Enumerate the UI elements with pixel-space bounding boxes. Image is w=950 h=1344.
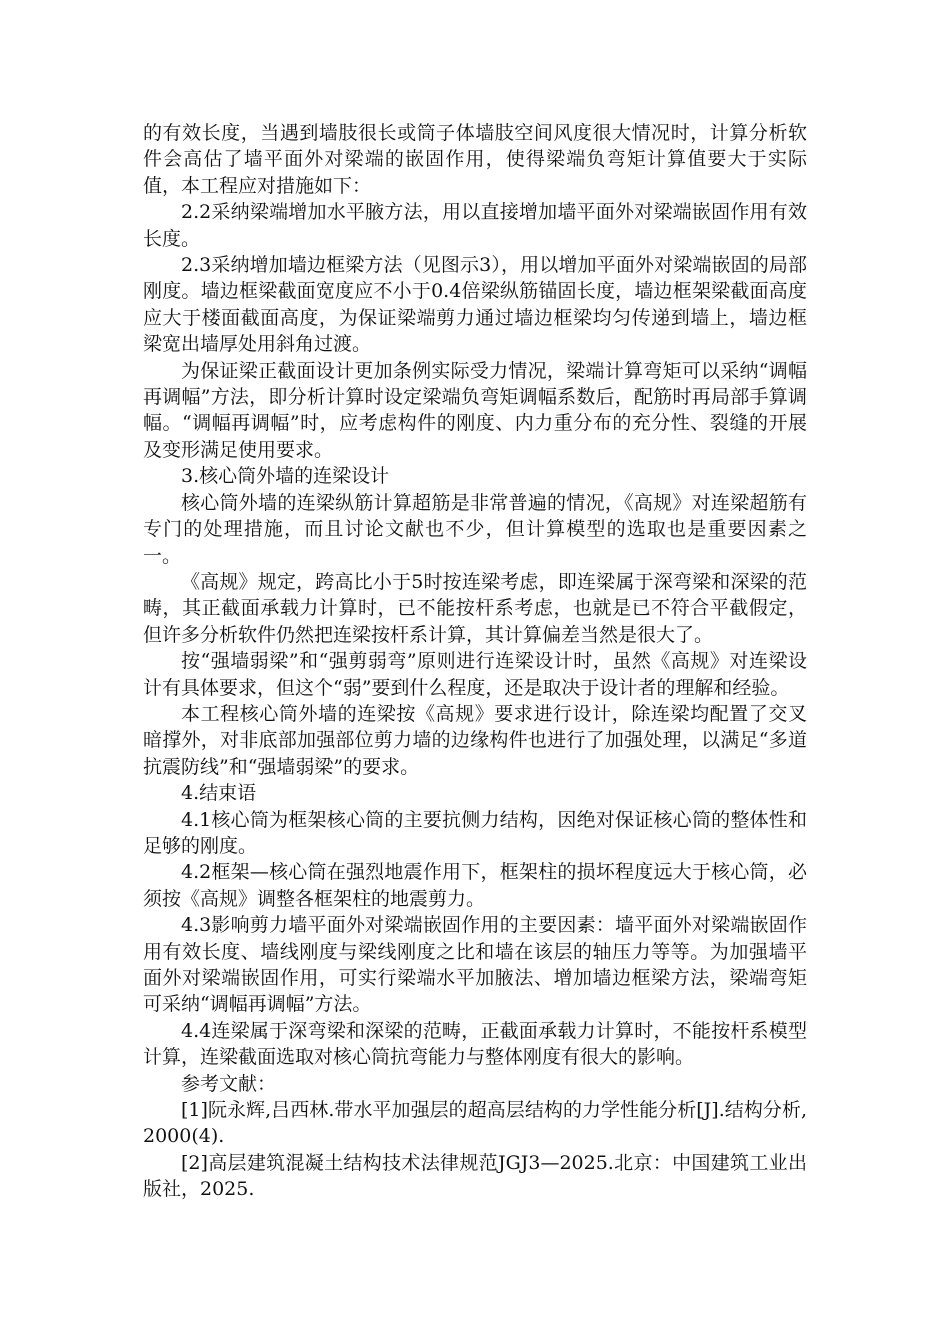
- paragraph-span-ratio: 《高规》规定，跨高比小于5时按连梁考虑，即连梁属于深弯梁和深梁的范畴，其正截面承载力计算时，已不能按杆系考虑，也就是已不符合平截假定，但许多分析软件仍然把连梁按杆系计算，其计算偏差当然是很大了。: [143, 570, 807, 646]
- conclusion-4-1: 4.1核心筒为框架核心筒的主要抗侧力结构，因绝对保证核心筒的整体性和足够的刚度。: [143, 808, 807, 857]
- paragraph-moment-adjust: 为保证梁正截面设计更加条例实际受力情况，梁端计算弯矩可以采纳“调幅再调幅”方法，即分析计算时设定梁端负弯矩调幅系数后，配筋时再局部手算调幅。“调幅再调幅”时，应考虑构件的刚度、内力重分布的充分性、裂缝的开展及变形满足使用要求。: [143, 359, 807, 461]
- paragraph-project-design: 本工程核心筒外墙的连梁按《高规》要求进行设计，除连梁均配置了交叉暗撑外，对非底部加强部位剪力墙的边缘构件也进行了加强处理，以满足“多道抗震防线”和“强墙弱梁”的要求。: [143, 702, 807, 778]
- section-heading-3: 3.核心筒外墙的连梁设计: [181, 465, 390, 488]
- section-heading-4: 4.结束语: [181, 782, 257, 805]
- paragraph-continuation: 的有效长度，当遇到墙肢很长或筒子体墙肢空间风度很大情况时，计算分析软件会高估了墙平面外对梁端的嵌固作用，使得梁端负弯矩计算值要大于实际值，本工程应对措施如下：: [143, 122, 807, 197]
- conclusion-4-2: 4.2框架—核心筒在强烈地震作用下，框架柱的损坏程度远大于核心筒，必须按《高规》调整各框架柱的地震剪力。: [143, 861, 807, 910]
- paragraph-2-3: 2.3采纳增加墙边框梁方法（见图示3），用以增加平面外对梁端嵌固的局部刚度。墙边框梁截面宽度应不小于0.4倍梁纵筋锚固长度，墙边框架梁截面高度应大于楼面截面高度，为保证梁端剪力通过墙边框梁均匀传递到墙上，墙边框梁宽出墙厚处用斜角过渡。: [143, 254, 807, 356]
- paragraph-coupling-beam-intro: 核心筒外墙的连梁纵筋计算超筋是非常普遍的情况，《高规》对连梁超筋有专门的处理措施，而且讨论文献也不少，但计算模型的选取也是重要因素之一。: [143, 491, 807, 567]
- references-heading: 参考文献：: [181, 1072, 277, 1095]
- paragraph-strong-wall: 按“强墙弱梁”和“强剪弱弯”原则进行连梁设计时，虽然《高规》对连梁设计有具体要求，但这个“弱”要到什么程度，还是取决于设计者的理解和经验。: [143, 650, 807, 699]
- paragraph-2-2: 2.2采纳梁端增加水平腋方法，用以直接增加墙平面外对梁端嵌固作用有效长度。: [143, 201, 807, 250]
- reference-1: [1]阮永辉,吕西林.带水平加强层的超高层结构的力学性能分析[J].结构分析,2000(4).: [143, 1099, 807, 1148]
- document-page: [143, 120, 807, 1203]
- conclusion-4-4: 4.4连梁属于深弯梁和深梁的范畴，正截面承载力计算时，不能按杆系模型计算，连梁截面选取对核心筒抗弯能力与整体刚度有很大的影响。: [143, 1019, 807, 1069]
- conclusion-4-3: 4.3影响剪力墙平面外对梁端嵌固作用的主要因素：墙平面外对梁端嵌固作用有效长度、墙线刚度与梁线刚度之比和墙在该层的轴压力等等。为加强墙平面外对梁端嵌固作用，可实行梁端水平加腋法、增加墙边框梁方法，梁端弯矩可采纳“调幅再调幅”方法。: [143, 914, 807, 1016]
- reference-2: [2]高层建筑混凝土结构技术法律规范JGJ3—2025.北京：中国建筑工业出版社，2025.: [143, 1151, 807, 1201]
